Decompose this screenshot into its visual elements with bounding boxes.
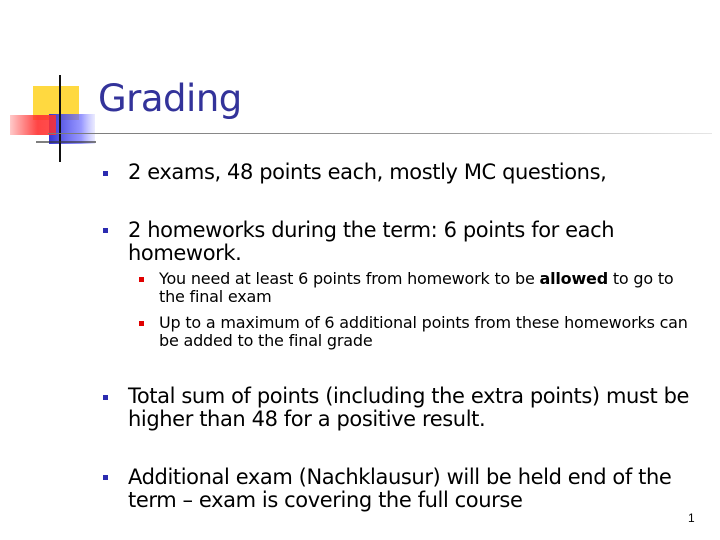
page-number: 1 xyxy=(688,511,695,525)
sub-bullet-emphasis: allowed xyxy=(539,269,608,288)
bullet-text-homeworks: 2 homeworks during the term: 6 points for each homework. xyxy=(128,218,615,265)
bullet-text-nachklausur: Additional exam (Nachklausur) will be held end of the term – exam is covering the full course xyxy=(128,465,672,512)
slide-title: Grading xyxy=(98,77,242,120)
bullet-icon xyxy=(103,228,108,233)
sub-bullet-text-part: to go to the final exam xyxy=(159,269,674,306)
sub-bullet-icon xyxy=(139,321,144,326)
bullet-icon xyxy=(103,475,108,480)
sub-bullet-text-additional: Up to a maximum of 6 additional points from these homeworks can be added to the final grade xyxy=(159,313,688,350)
bullet-icon xyxy=(103,171,108,176)
bullet-text-exams: 2 exams, 48 points each, mostly MC questions, xyxy=(128,160,607,184)
sub-bullet-text-minimum xyxy=(159,270,704,306)
title-divider xyxy=(48,133,712,134)
slide-decoration-logo xyxy=(0,70,110,170)
sub-bullet-icon xyxy=(139,277,144,282)
bullet-icon xyxy=(103,395,108,400)
sub-bullet-text-part: You need at least 6 points from homework to be xyxy=(159,269,540,288)
bullet-text-total: Total sum of points (including the extra points) must be higher than 48 for a positive result. xyxy=(128,384,690,431)
